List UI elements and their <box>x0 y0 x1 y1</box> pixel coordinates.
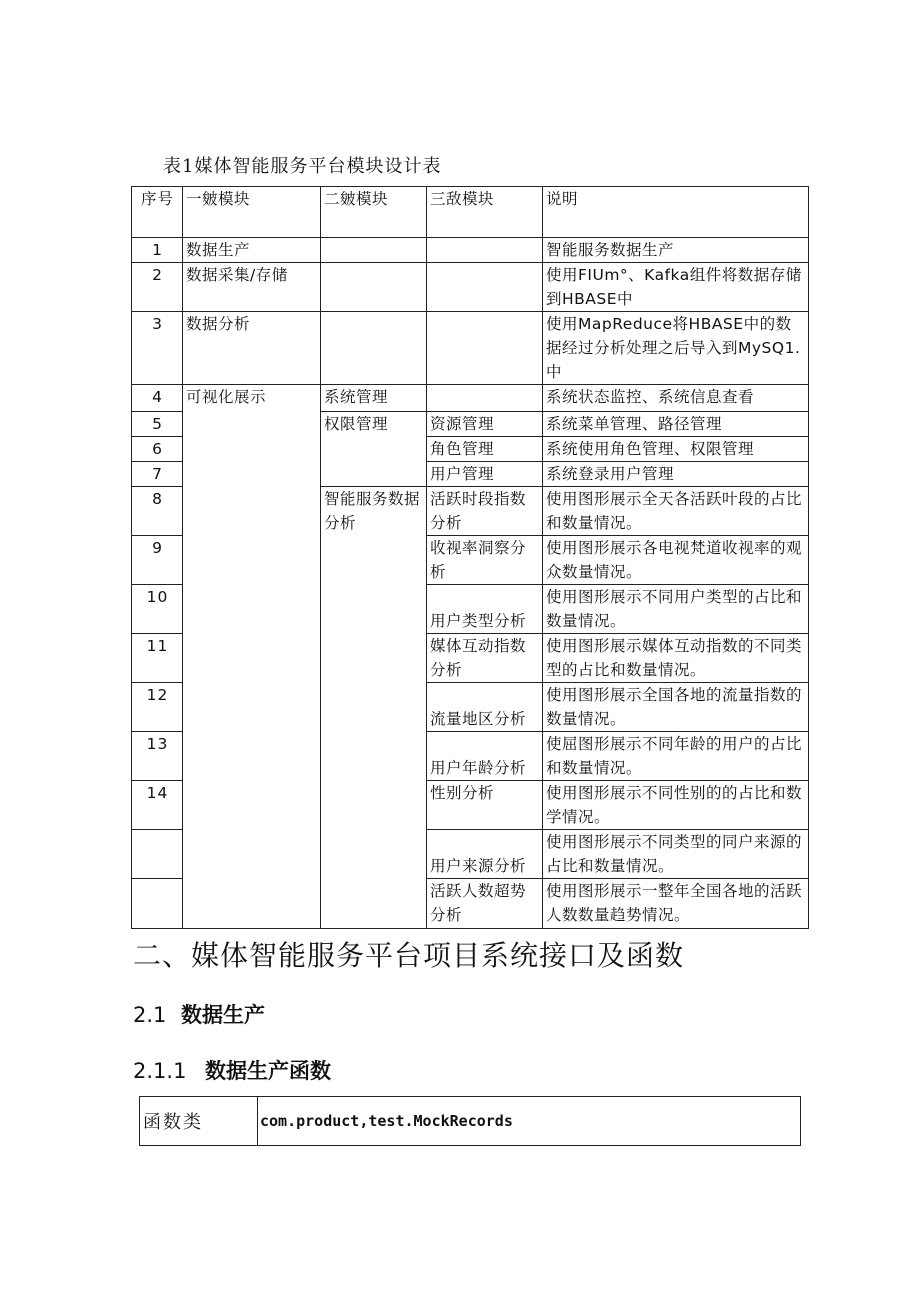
row-level3: 性别分析 <box>427 781 543 830</box>
row-seq: 12 <box>132 683 183 732</box>
function-table <box>139 1096 801 1146</box>
row-level2: 权限管理 <box>321 412 427 487</box>
row-desc: 使用图形展示全国各地的流量指数的数量情况。 <box>543 683 809 732</box>
row-level3: 流量地区分析 <box>427 683 543 732</box>
table-caption: 表1媒体智能服务平台模块设计表 <box>163 156 442 177</box>
heading-title: 数据生产函数 <box>205 1059 331 1083</box>
row-level2 <box>321 263 427 312</box>
header-level2: 二皴模块 <box>321 187 427 238</box>
subsection-heading <box>133 999 265 1029</box>
table-row <box>132 263 809 312</box>
row-seq: 7 <box>132 462 183 487</box>
heading-number: 2.1.1 <box>133 1059 187 1083</box>
table-row <box>132 385 809 412</box>
row-desc: 使用图形展示各电视梵道收视率的观众数量情况。 <box>543 536 809 585</box>
module-design-table <box>131 186 809 929</box>
row-level2: 系统管理 <box>321 385 427 412</box>
row-desc: 系统菜单管理、路径管理 <box>543 412 809 437</box>
function-label: 函数类 <box>140 1097 258 1146</box>
row-desc: 使用FIUm°、Kafka组件将数据存储到HBASE中 <box>543 263 809 312</box>
table-row <box>132 238 809 263</box>
row-desc: 智能服务数据生产 <box>543 238 809 263</box>
row-seq: 3 <box>132 312 183 385</box>
row-seq: 6 <box>132 437 183 462</box>
row-seq <box>132 830 183 879</box>
row-seq: 1 <box>132 238 183 263</box>
row-desc: 使用图形展示不同性别的的占比和数学情况。 <box>543 781 809 830</box>
row-level3 <box>427 385 543 412</box>
row-desc: 使屈图形展示不同年龄的用户的占比和数量情况。 <box>543 732 809 781</box>
row-seq: 4 <box>132 385 183 412</box>
row-level1: 数据生产 <box>183 238 321 263</box>
row-seq: 14 <box>132 781 183 830</box>
header-level3: 三敌模块 <box>427 187 543 238</box>
row-level3: 用户来源分析 <box>427 830 543 879</box>
row-desc: 系统状态监控、系统信息查看 <box>543 385 809 412</box>
row-level2: 智能服务数据分析 <box>321 487 427 929</box>
row-desc: 系统使用角色管理、权限管理 <box>543 437 809 462</box>
row-seq: 8 <box>132 487 183 536</box>
row-level1: 数据分析 <box>183 312 321 385</box>
table-row <box>132 312 809 385</box>
row-level2 <box>321 312 427 385</box>
row-seq: 2 <box>132 263 183 312</box>
row-level3: 用户年龄分析 <box>427 732 543 781</box>
row-level1: 可视化展示 <box>183 385 321 929</box>
row-level3 <box>427 238 543 263</box>
row-level3: 角色管理 <box>427 437 543 462</box>
header-level1: 一皴模块 <box>183 187 321 238</box>
heading-number: 2.1 <box>133 1003 167 1027</box>
row-seq: 13 <box>132 732 183 781</box>
row-level3: 媒体互动指数分析 <box>427 634 543 683</box>
function-value: com.product,test.MockRecords <box>258 1097 801 1146</box>
row-level3: 收视率洞察分析 <box>427 536 543 585</box>
row-desc: 使用图形展示不同用户类型的占比和数量情况。 <box>543 585 809 634</box>
row-desc: 使用图形展示全天各活跃叶段的占比和数量情况。 <box>543 487 809 536</box>
row-desc: 使用图形展示不同类型的同户来源的占比和数量情况。 <box>543 830 809 879</box>
row-desc: 使用MapReduce将HBASE中的数据经过分析处理之后导入到MySQ1.中 <box>543 312 809 385</box>
row-desc: 使用图形展示一整年全国各地的活跃人数数量趋势情况。 <box>543 879 809 929</box>
section-heading: 二、媒体智能服务平台项目系统接口及函数 <box>133 939 685 972</box>
row-seq <box>132 879 183 929</box>
header-seq: 序号 <box>132 187 183 238</box>
row-desc: 使用图形展示媒体互动指数的不同类型的占比和数量情况。 <box>543 634 809 683</box>
row-level1: 数据采集/存储 <box>183 263 321 312</box>
row-level3: 资源管理 <box>427 412 543 437</box>
row-level3: 用户类型分析 <box>427 585 543 634</box>
table-header-row <box>132 187 809 238</box>
row-level3 <box>427 312 543 385</box>
function-row <box>140 1097 801 1146</box>
row-level2 <box>321 238 427 263</box>
row-seq: 11 <box>132 634 183 683</box>
row-seq: 9 <box>132 536 183 585</box>
row-level3: 活跃人数超势分析 <box>427 879 543 929</box>
row-level3 <box>427 263 543 312</box>
subsubsection-heading <box>133 1055 331 1085</box>
header-desc: 说明 <box>543 187 809 238</box>
row-seq: 5 <box>132 412 183 437</box>
row-seq: 10 <box>132 585 183 634</box>
row-level3: 用户管理 <box>427 462 543 487</box>
row-desc: 系统登录用户管理 <box>543 462 809 487</box>
heading-title: 数据生产 <box>181 1003 265 1027</box>
row-level3: 活跃时段指数分析 <box>427 487 543 536</box>
